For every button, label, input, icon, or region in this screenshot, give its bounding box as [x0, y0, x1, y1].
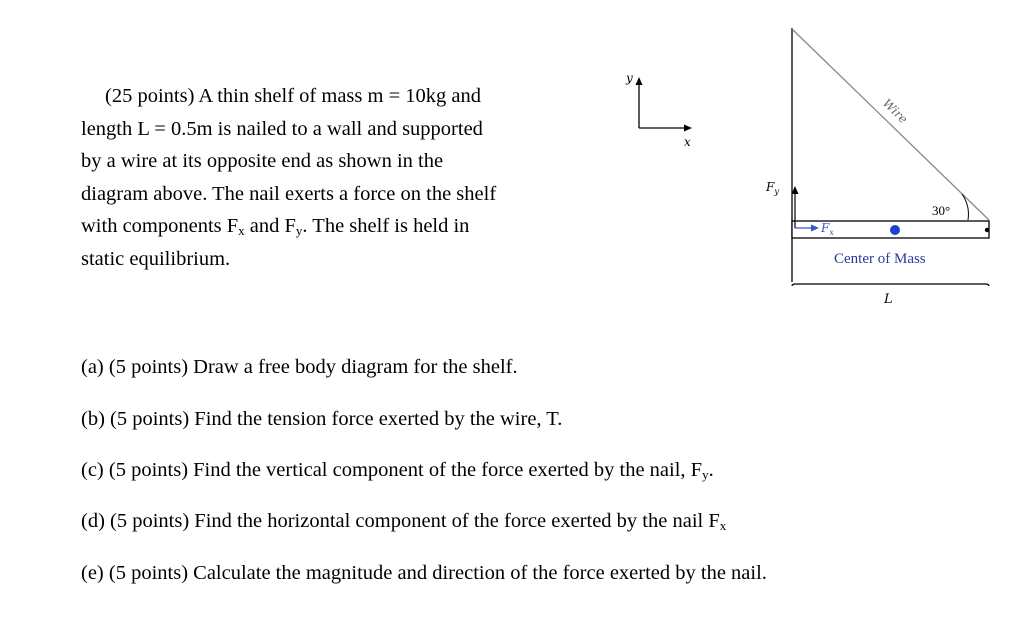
y-axis-label: y	[626, 71, 633, 85]
question-c-text: (c) (5 points) Find the vertical component of the force exerted by the nail, F	[81, 459, 703, 481]
intro-line-6: static equilibrium.	[81, 247, 231, 270]
wire-label: Wire	[879, 96, 911, 127]
intro-line-4: diagram above. The nail exerts a force on the shelf	[81, 182, 497, 205]
question-c-subscript: y	[702, 467, 709, 482]
question-d-subscript: x	[719, 518, 727, 533]
center-of-mass-dot	[890, 225, 900, 235]
question-a: (a) (5 points) Draw a free body diagram for the shelf.	[81, 356, 518, 378]
angle-label: 30°	[932, 203, 951, 218]
y-axis-arrowhead	[636, 77, 643, 85]
question-d-text: (d) (5 points) Find the horizontal component of the force exerted by the nail F	[81, 510, 720, 532]
intro-line-1: (25 points) A thin shelf of mass m = 10kg and	[105, 85, 481, 107]
angle-arc	[962, 194, 968, 220]
intro-line-5-mid: and F	[244, 215, 296, 237]
intro-line-2: length L = 0.5m is nailed to a wall and supported	[81, 117, 483, 140]
fx-label-sub: x	[829, 228, 834, 237]
intro-fy-subscript: y	[295, 223, 303, 238]
intro-fx-subscript: x	[238, 223, 245, 238]
fy-label-main: F	[766, 180, 775, 194]
intro-line-5-post: . The shelf is held in	[302, 215, 470, 237]
coordinate-axes	[625, 71, 692, 149]
question-c-period: .	[708, 459, 714, 481]
x-axis-arrowhead	[684, 125, 692, 132]
fy-label-sub: y	[774, 187, 779, 196]
x-axis-label: x	[684, 135, 691, 149]
question-c	[81, 459, 714, 482]
question-b: (b) (5 points) Find the tension force exerted by the wire, T.	[81, 408, 563, 430]
center-of-mass-label: Center of Mass	[834, 251, 926, 267]
length-bracket	[792, 284, 989, 286]
question-e: (e) (5 points) Calculate the magnitude and direction of the force exerted by the nail.	[81, 562, 767, 584]
wire-attachment-point	[985, 228, 989, 232]
question-d	[81, 510, 726, 533]
wire-line	[792, 29, 989, 220]
length-label: L	[884, 292, 893, 307]
fx-label-main: F	[821, 221, 830, 235]
fy-label	[765, 180, 779, 196]
intro-line-5-pre: with components F	[81, 215, 239, 237]
intro-line-3: by a wire at its opposite end as shown in the	[81, 150, 444, 172]
